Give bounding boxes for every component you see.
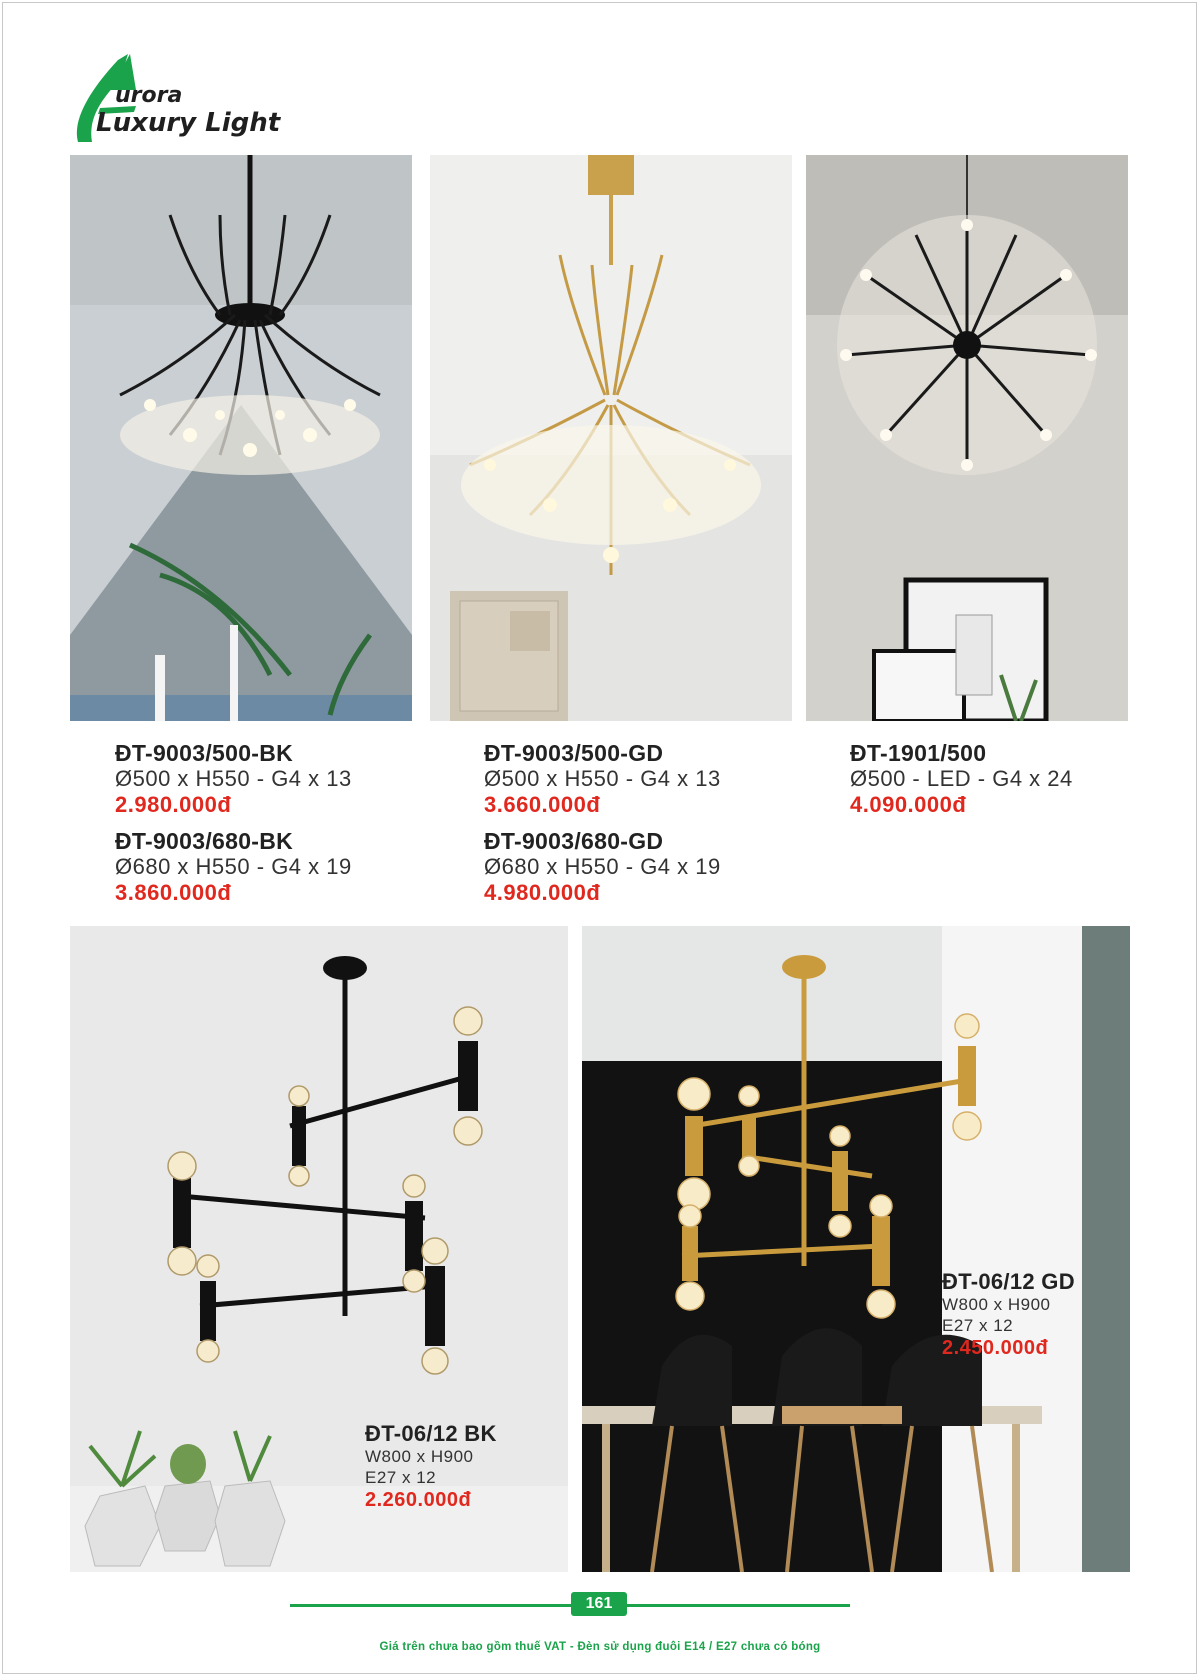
product-photo-dt-06-12-bk	[70, 926, 568, 1572]
product-spec: Ø500 x H550 - G4 x 13	[484, 766, 721, 791]
product-size: W800 x H900	[365, 1447, 474, 1466]
product-code: ĐT-9003/500-GD	[484, 740, 664, 766]
logo-text-luxury-light: Luxury Light	[96, 108, 281, 138]
product-price: 3.860.000đ	[115, 880, 232, 905]
brand-logo	[70, 50, 281, 150]
product-price: 2.260.000đ	[365, 1489, 472, 1511]
product-code: ĐT-9003/500-BK	[115, 740, 294, 766]
product-code: ĐT-9003/680-BK	[115, 828, 294, 854]
product-group-dt-9003-bk	[115, 740, 352, 906]
product-info-dt-06-12-bk	[365, 1422, 497, 1512]
product-photo-dt-9003-bk	[70, 155, 412, 721]
product-price: 4.980.000đ	[484, 880, 601, 905]
footer-note: Giá trên chưa bao gồm thuế VAT - Đèn sử dụng đuôi E14 / E27 chưa có bóng	[379, 1641, 821, 1653]
footer-divider	[290, 1604, 850, 1607]
product-spec: Ø680 x H550 - G4 x 19	[484, 854, 721, 879]
product-info-dt-06-12-gd	[942, 1270, 1075, 1360]
product-photo-dt-9003-gd	[430, 155, 792, 721]
product-group-dt-9003-gd	[484, 740, 721, 906]
product-code: ĐT-06/12 BK	[365, 1421, 497, 1446]
product-price: 2.450.000đ	[942, 1337, 1049, 1359]
product-group-dt-1901	[850, 740, 1073, 818]
product-code: ĐT-1901/500	[850, 740, 987, 766]
product-spec: Ø500 x H550 - G4 x 13	[115, 766, 352, 791]
page-number: 161	[571, 1592, 627, 1616]
product-size: W800 x H900	[942, 1295, 1051, 1314]
product-photo-dt-06-12-gd	[582, 926, 1130, 1572]
product-bulbs: E27 x 12	[365, 1468, 437, 1487]
product-code: ĐT-9003/680-GD	[484, 828, 664, 854]
product-code: ĐT-06/12 GD	[942, 1269, 1075, 1294]
product-bulbs: E27 x 12	[942, 1316, 1014, 1335]
logo-text-aurora: urora	[115, 83, 183, 108]
product-photo-dt-1901	[806, 155, 1128, 721]
product-spec: Ø680 x H550 - G4 x 19	[115, 854, 352, 879]
product-price: 2.980.000đ	[115, 792, 232, 817]
product-price: 3.660.000đ	[484, 792, 601, 817]
product-spec: Ø500 - LED - G4 x 24	[850, 766, 1073, 791]
product-price: 4.090.000đ	[850, 792, 967, 817]
